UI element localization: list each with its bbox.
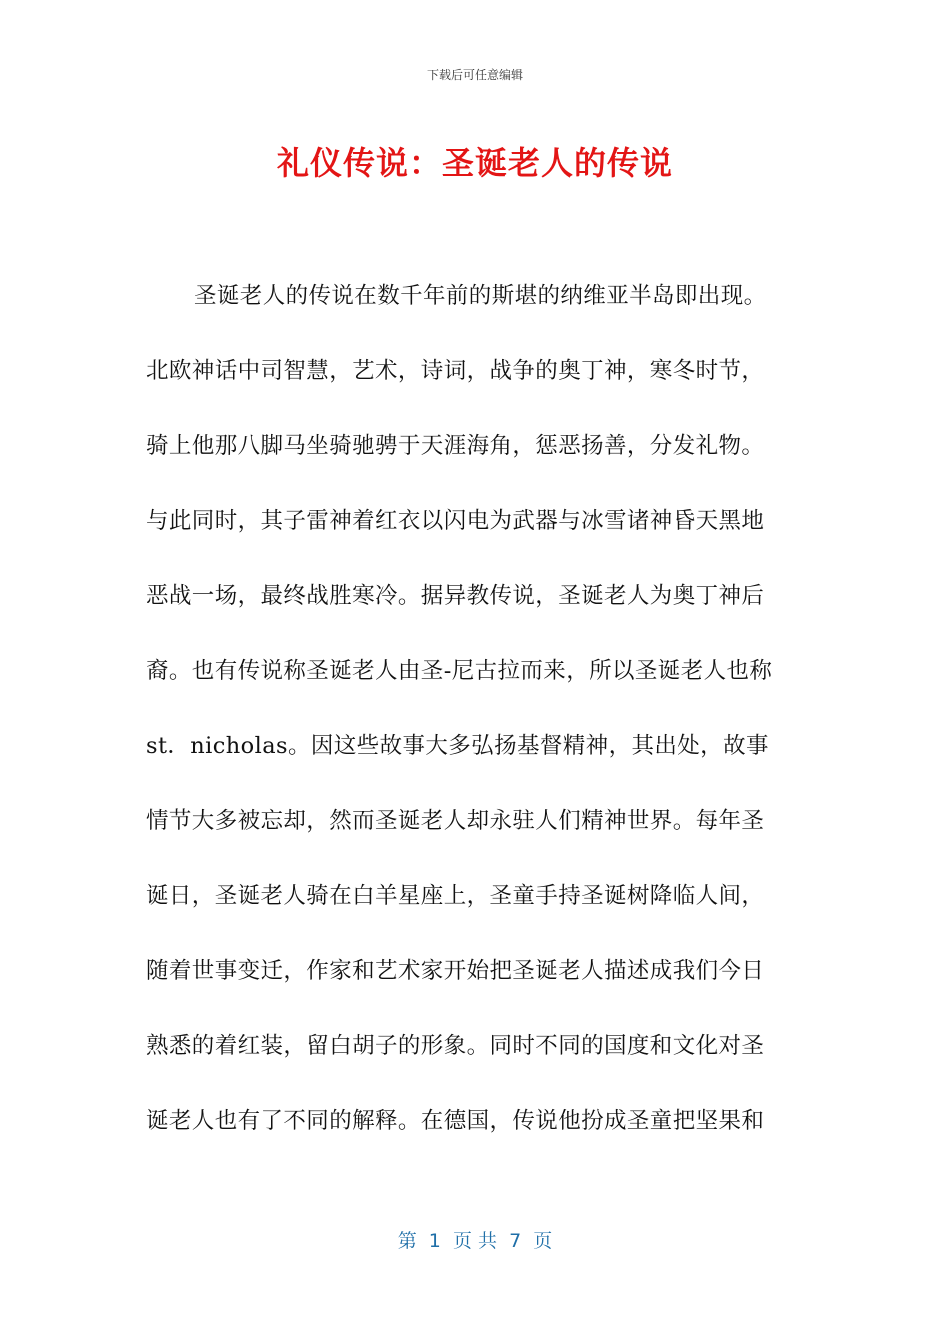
document-title: 礼仪传说：圣诞老人的传说 <box>276 144 673 182</box>
paragraph-line: 圣诞老人的传说在数千年前的斯堪的纳维亚半岛即出现。 <box>194 283 767 309</box>
paragraph-line: 恶战一场，最终战胜寒冷。据异教传说，圣诞老人为奥丁神后 <box>146 583 765 609</box>
paragraph-line: 情节大多被忘却，然而圣诞老人却永驻人们精神世界。每年圣 <box>146 808 765 834</box>
paragraph-line: 随着世事变迁，作家和艺术家开始把圣诞老人描述成我们今日 <box>146 958 765 984</box>
paragraph-line: 北欧神话中司智慧，艺术，诗词，战争的奥丁神，寒冬时节， <box>146 358 765 384</box>
paragraph-line: 裔。也有传说称圣诞老人由圣-尼古拉而来，所以圣诞老人也称 <box>146 658 773 684</box>
paragraph-line: 诞日，圣诞老人骑在白羊星座上，圣童手持圣诞树降临人间， <box>146 883 765 909</box>
paragraph-line: 与此同时，其子雷神着红衣以闪电为武器与冰雪诸神昏天黑地 <box>146 508 765 534</box>
header-note: 下载后可任意编辑 <box>426 68 523 82</box>
paragraph-line: st．nicholas。因这些故事大多弘扬基督精神，其出处，故事 <box>146 733 769 759</box>
document-body <box>146 268 826 1168</box>
paragraph-line: 诞老人也有了不同的解释。在德国，传说他扮成圣童把坚果和 <box>146 1108 765 1134</box>
page-number: 第 1 页 共 7 页 <box>397 1230 553 1252</box>
paragraph-line: 骑上他那八脚马坐骑驰骋于天涯海角，惩恶扬善，分发礼物。 <box>146 433 765 459</box>
paragraph-line: 熟悉的着红装，留白胡子的形象。同时不同的国度和文化对圣 <box>146 1033 765 1059</box>
